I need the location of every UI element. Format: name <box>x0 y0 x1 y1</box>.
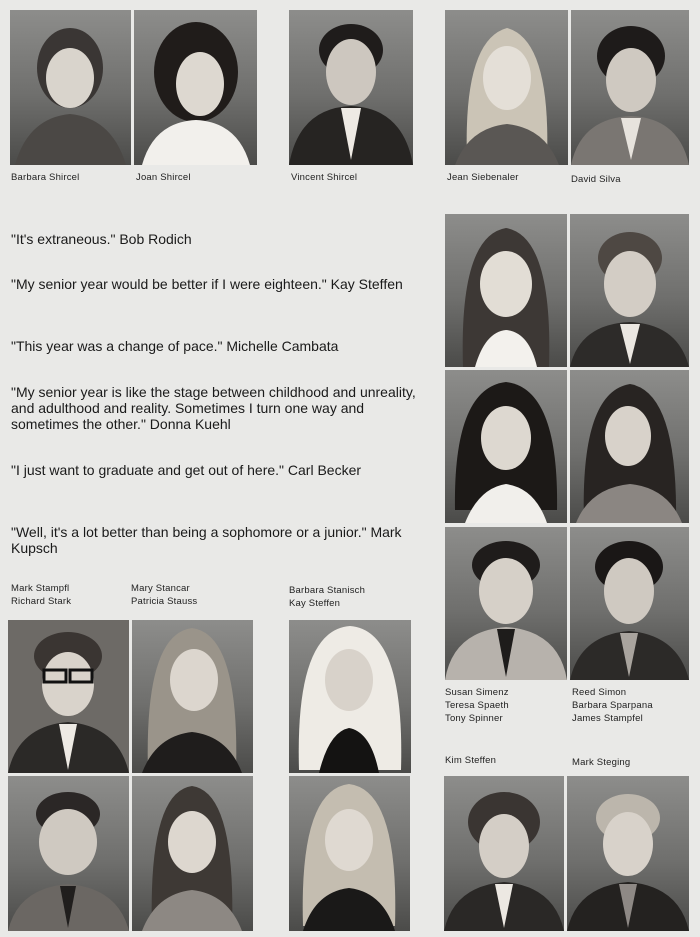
portrait-mark-stampfl <box>8 620 129 773</box>
portrait-richard-stark <box>8 776 129 931</box>
quote-mark-kupsch: "Well, it's a lot better than being a sophomore or a junior." Mark Kupsch <box>11 524 402 556</box>
caption-david-silva: David Silva <box>571 174 621 185</box>
quote-carl-becker: "I just want to graduate and get out of here." Carl Becker <box>11 462 362 478</box>
caption-group-left-col2 <box>131 582 197 608</box>
caption-barbara-stanisch: Barbara Stanisch <box>289 585 366 596</box>
portrait-patricia-stauss <box>132 776 253 931</box>
portrait-david-silva <box>571 10 689 165</box>
caption-group-left-col3 <box>289 584 365 610</box>
caption-barbara-sparpana: Barbara Sparpana <box>572 700 653 711</box>
caption-mary-stancar: Mary Stancar <box>131 583 190 594</box>
portrait-barbara-shircel <box>10 10 131 165</box>
quote-kay-steffen: "My senior year would be better if I were eighteen." Kay Steffen <box>11 276 403 292</box>
quote-bob-rodich: "It's extraneous." Bob Rodich <box>11 231 192 247</box>
portrait-mary-stancar <box>132 620 253 773</box>
portrait-joan-shircel <box>134 10 257 165</box>
caption-kim-steffen: Kim Steffen <box>445 755 497 766</box>
caption-barbara-shircel: Barbara Shircel <box>11 172 80 183</box>
portrait-teresa-spaeth <box>445 370 567 523</box>
portrait-susan-simenz <box>445 214 567 367</box>
portrait-kim-steffen <box>444 776 564 931</box>
portrait-kay-steffen <box>289 776 410 931</box>
portrait-jean-siebenaler <box>445 10 568 165</box>
caption-patricia-stauss: Patricia Stauss <box>131 596 198 607</box>
caption-jean-siebenaler: Jean Siebenaler <box>447 172 519 183</box>
caption-reed-simon: Reed Simon <box>572 687 627 698</box>
portrait-barbara-stanisch <box>289 620 411 773</box>
portrait-vincent-shircel <box>289 10 413 165</box>
caption-james-stampfel: James Stampfel <box>572 713 643 724</box>
quote-michelle-cambata: "This year was a change of pace." Michelle Cambata <box>11 338 339 354</box>
caption-kay-steffen: Kay Steffen <box>289 598 341 609</box>
quote-donna-kuehl: "My senior year is like the stage between childhood and unreality, and adulthood and reality. Sometimes I turn one way and sometimes the other." Donna Kuehl <box>11 384 416 432</box>
portrait-tony-spinner <box>445 527 567 680</box>
caption-group-left-col1 <box>11 582 71 608</box>
portrait-mark-steging <box>567 776 689 931</box>
caption-mark-steging: Mark Steging <box>572 757 631 768</box>
portrait-reed-simon <box>570 214 689 367</box>
portrait-james-stampfel <box>570 527 689 680</box>
caption-susan-simenz: Susan Simenz <box>445 687 509 698</box>
caption-group-right-col2 <box>572 686 653 725</box>
caption-mark-stampfl: Mark Stampfl <box>11 583 70 594</box>
caption-vincent-shircel: Vincent Shircel <box>291 172 358 183</box>
portrait-barbara-sparpana <box>570 370 689 523</box>
caption-group-right-col1 <box>445 686 509 725</box>
caption-tony-spinner: Tony Spinner <box>445 713 503 724</box>
caption-teresa-spaeth: Teresa Spaeth <box>445 700 509 711</box>
caption-richard-stark: Richard Stark <box>11 596 72 607</box>
caption-joan-shircel: Joan Shircel <box>136 172 191 183</box>
